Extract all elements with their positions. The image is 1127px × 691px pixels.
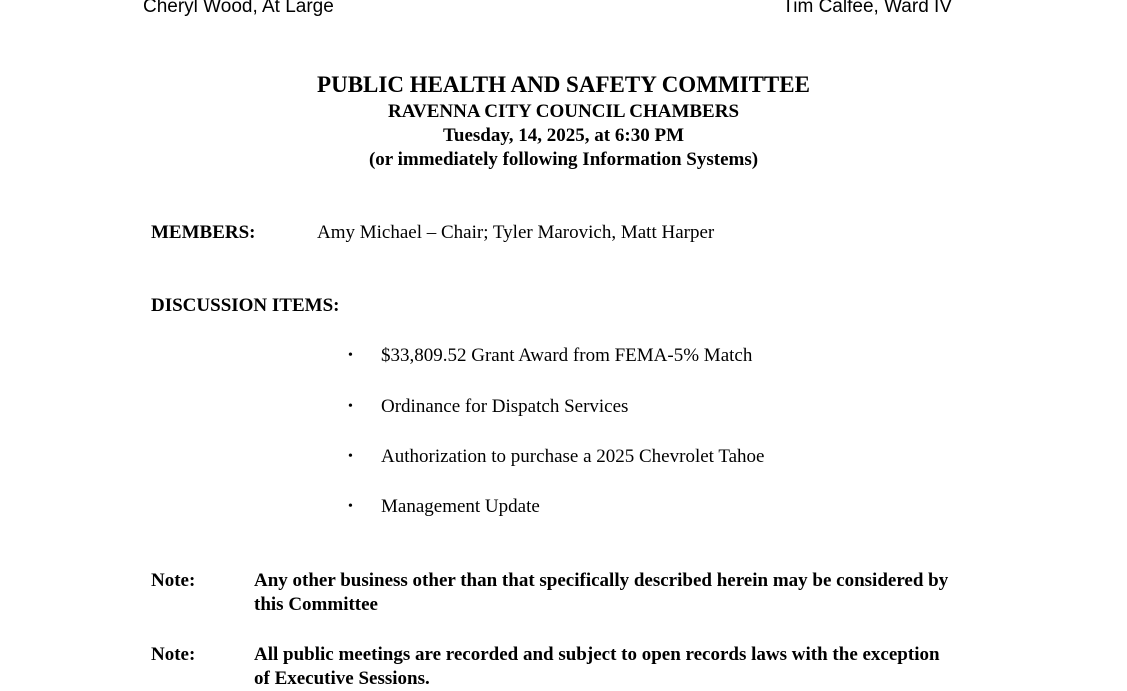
list-item (348, 395, 628, 419)
meeting-timing-note: (or immediately following Information Systems) (368, 149, 759, 170)
bullet-icon: • (348, 499, 353, 514)
members-label: MEMBERS: (151, 222, 256, 243)
members-list: Amy Michael – Chair; Tyler Marovich, Matt Harper (317, 222, 715, 243)
council-member-left: Cheryl Wood, At Large (143, 0, 334, 17)
list-item (348, 495, 540, 519)
bullet-icon: • (348, 449, 353, 464)
meeting-datetime: Tuesday, 14, 2025, at 6:30 PM (442, 125, 685, 146)
council-member-right: Tim Calfee, Ward IV (782, 0, 952, 17)
note-label: Note: (151, 644, 196, 665)
discussion-item-text: Ordinance for Dispatch Services (381, 396, 629, 417)
bullet-icon: • (348, 399, 353, 414)
note-text: Any other business other than that specifically described herein may be considered by this Committee (254, 570, 949, 615)
discussion-items-label: DISCUSSION ITEMS: (151, 295, 340, 316)
discussion-item-text: Authorization to purchase a 2025 Chevrolet Tahoe (381, 446, 765, 467)
discussion-item-text: $33,809.52 Grant Award from FEMA-5% Match (381, 345, 753, 366)
note-text: All public meetings are recorded and subject to open records laws with the exception of Executive Sessions. (254, 644, 940, 689)
meeting-location: RAVENNA CITY COUNCIL CHAMBERS (387, 101, 740, 122)
list-item (348, 445, 765, 469)
note-label: Note: (151, 570, 196, 591)
list-item (348, 344, 752, 368)
discussion-item-text: Management Update (381, 496, 540, 517)
committee-title: PUBLIC HEALTH AND SAFETY COMMITTEE (317, 72, 810, 97)
bullet-icon: • (348, 348, 353, 363)
